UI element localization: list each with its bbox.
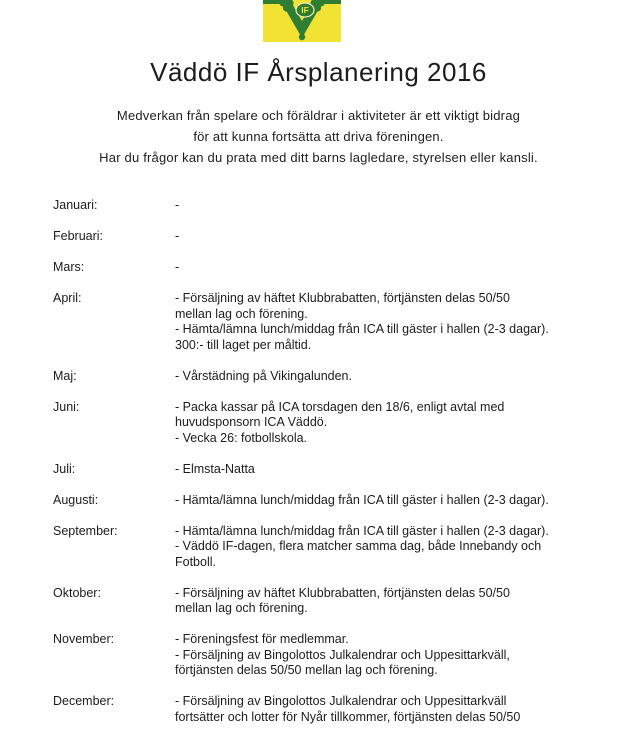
month-content-line: fortsätter och lotter för Nyår tillkommer, förtjänsten delas 50/50 xyxy=(175,709,521,724)
intro-line: Har du frågor kan du prata med ditt barns lagledare, styrelsen eller kansli. xyxy=(99,150,538,165)
month-content xyxy=(175,260,637,276)
intro-paragraph xyxy=(0,105,637,168)
month-content xyxy=(175,462,637,478)
month-content xyxy=(175,198,637,214)
month-row xyxy=(53,462,637,478)
month-content-line: - xyxy=(175,260,180,274)
month-label: Augusti: xyxy=(53,492,99,507)
month-content-line: - Packa kassar på ICA torsdagen den 18/6, enligt avtal med xyxy=(175,399,505,414)
month-content xyxy=(175,493,637,509)
month-label: Oktober: xyxy=(53,585,101,600)
month-label: Maj: xyxy=(53,368,77,383)
club-logo xyxy=(0,0,637,42)
month-content-line: - Hämta/lämna lunch/middag från ICA till gäster i hallen (2-3 dagar). xyxy=(175,322,549,336)
month-content-line: - Vårstädning på Vikingalunden. xyxy=(175,368,352,383)
month-row xyxy=(53,632,637,679)
month-row xyxy=(53,524,637,571)
month-row xyxy=(53,260,637,276)
month-content-line: - Försäljning av häftet Klubbrabatten, förtjänsten delas 50/50 xyxy=(175,291,510,305)
month-label: Februari: xyxy=(53,229,104,243)
month-content-line: 300:- till laget per måltid. xyxy=(175,337,312,352)
month-content xyxy=(175,586,637,617)
month-label: Juli: xyxy=(53,461,76,476)
month-content-line: - Föreningsfest för medlemmar. xyxy=(175,632,349,646)
month-label: November: xyxy=(53,632,115,646)
month-row xyxy=(53,369,637,385)
month-row xyxy=(53,400,637,447)
month-content-line: - xyxy=(175,198,180,212)
month-content xyxy=(175,694,637,725)
month-label: Juni: xyxy=(53,399,80,414)
month-row xyxy=(53,586,637,617)
month-list xyxy=(0,198,637,725)
page-title: Väddö IF Årsplanering 2016 xyxy=(150,57,487,87)
month-content-line: - Försäljning av Bingolottos Julkalendrar och Uppesittarkväll xyxy=(175,694,507,708)
month-label: Januari: xyxy=(53,198,98,212)
vaddo-if-crest-icon xyxy=(263,0,341,42)
month-label: December: xyxy=(53,694,115,708)
month-row xyxy=(53,291,637,353)
month-row xyxy=(53,198,637,214)
month-row xyxy=(53,229,637,245)
month-content-line: - Försäljning av Bingolottos Julkalendrar och Uppesittarkväll, xyxy=(175,647,510,662)
month-content-line: förtjänsten delas 50/50 mellan lag och förening. xyxy=(175,663,438,677)
intro-line: för att kunna fortsätta att driva föreningen. xyxy=(193,129,444,144)
month-label: Mars: xyxy=(53,260,85,274)
crest-monogram-label: IF xyxy=(300,5,309,15)
month-content-line: - Vecka 26: fotbollskola. xyxy=(175,430,308,445)
month-row xyxy=(53,694,637,725)
intro-line: Medverkan från spelare och föräldrar i aktiviteter är ett viktigt bidrag xyxy=(116,108,521,123)
month-content xyxy=(175,291,637,353)
month-content xyxy=(175,400,637,447)
month-content-line: mellan lag och förening. xyxy=(175,601,308,615)
month-content-line: - Elmsta-Natta xyxy=(175,461,255,476)
month-content xyxy=(175,632,637,679)
month-content xyxy=(175,369,637,385)
month-label: April: xyxy=(53,291,82,305)
month-content xyxy=(175,229,637,245)
month-content-line: - Försäljning av häftet Klubbrabatten, förtjänsten delas 50/50 xyxy=(175,585,510,600)
month-row xyxy=(53,493,637,509)
month-content-line: - xyxy=(175,229,180,243)
month-content xyxy=(175,524,637,571)
month-label: September: xyxy=(53,523,118,538)
month-content-line: - Hämta/lämna lunch/middag från ICA till gäster i hallen (2-3 dagar). xyxy=(175,523,549,538)
month-content-line: Fotboll. xyxy=(175,554,216,569)
month-content-line: - Hämta/lämna lunch/middag från ICA till gäster i hallen (2-3 dagar). xyxy=(175,492,549,507)
month-content-line: mellan lag och förening. xyxy=(175,306,308,321)
month-content-line: huvudsponsorn ICA Väddö. xyxy=(175,415,328,429)
month-content-line: - Väddö IF-dagen, flera matcher samma dag, både Innebandy och xyxy=(175,539,542,553)
